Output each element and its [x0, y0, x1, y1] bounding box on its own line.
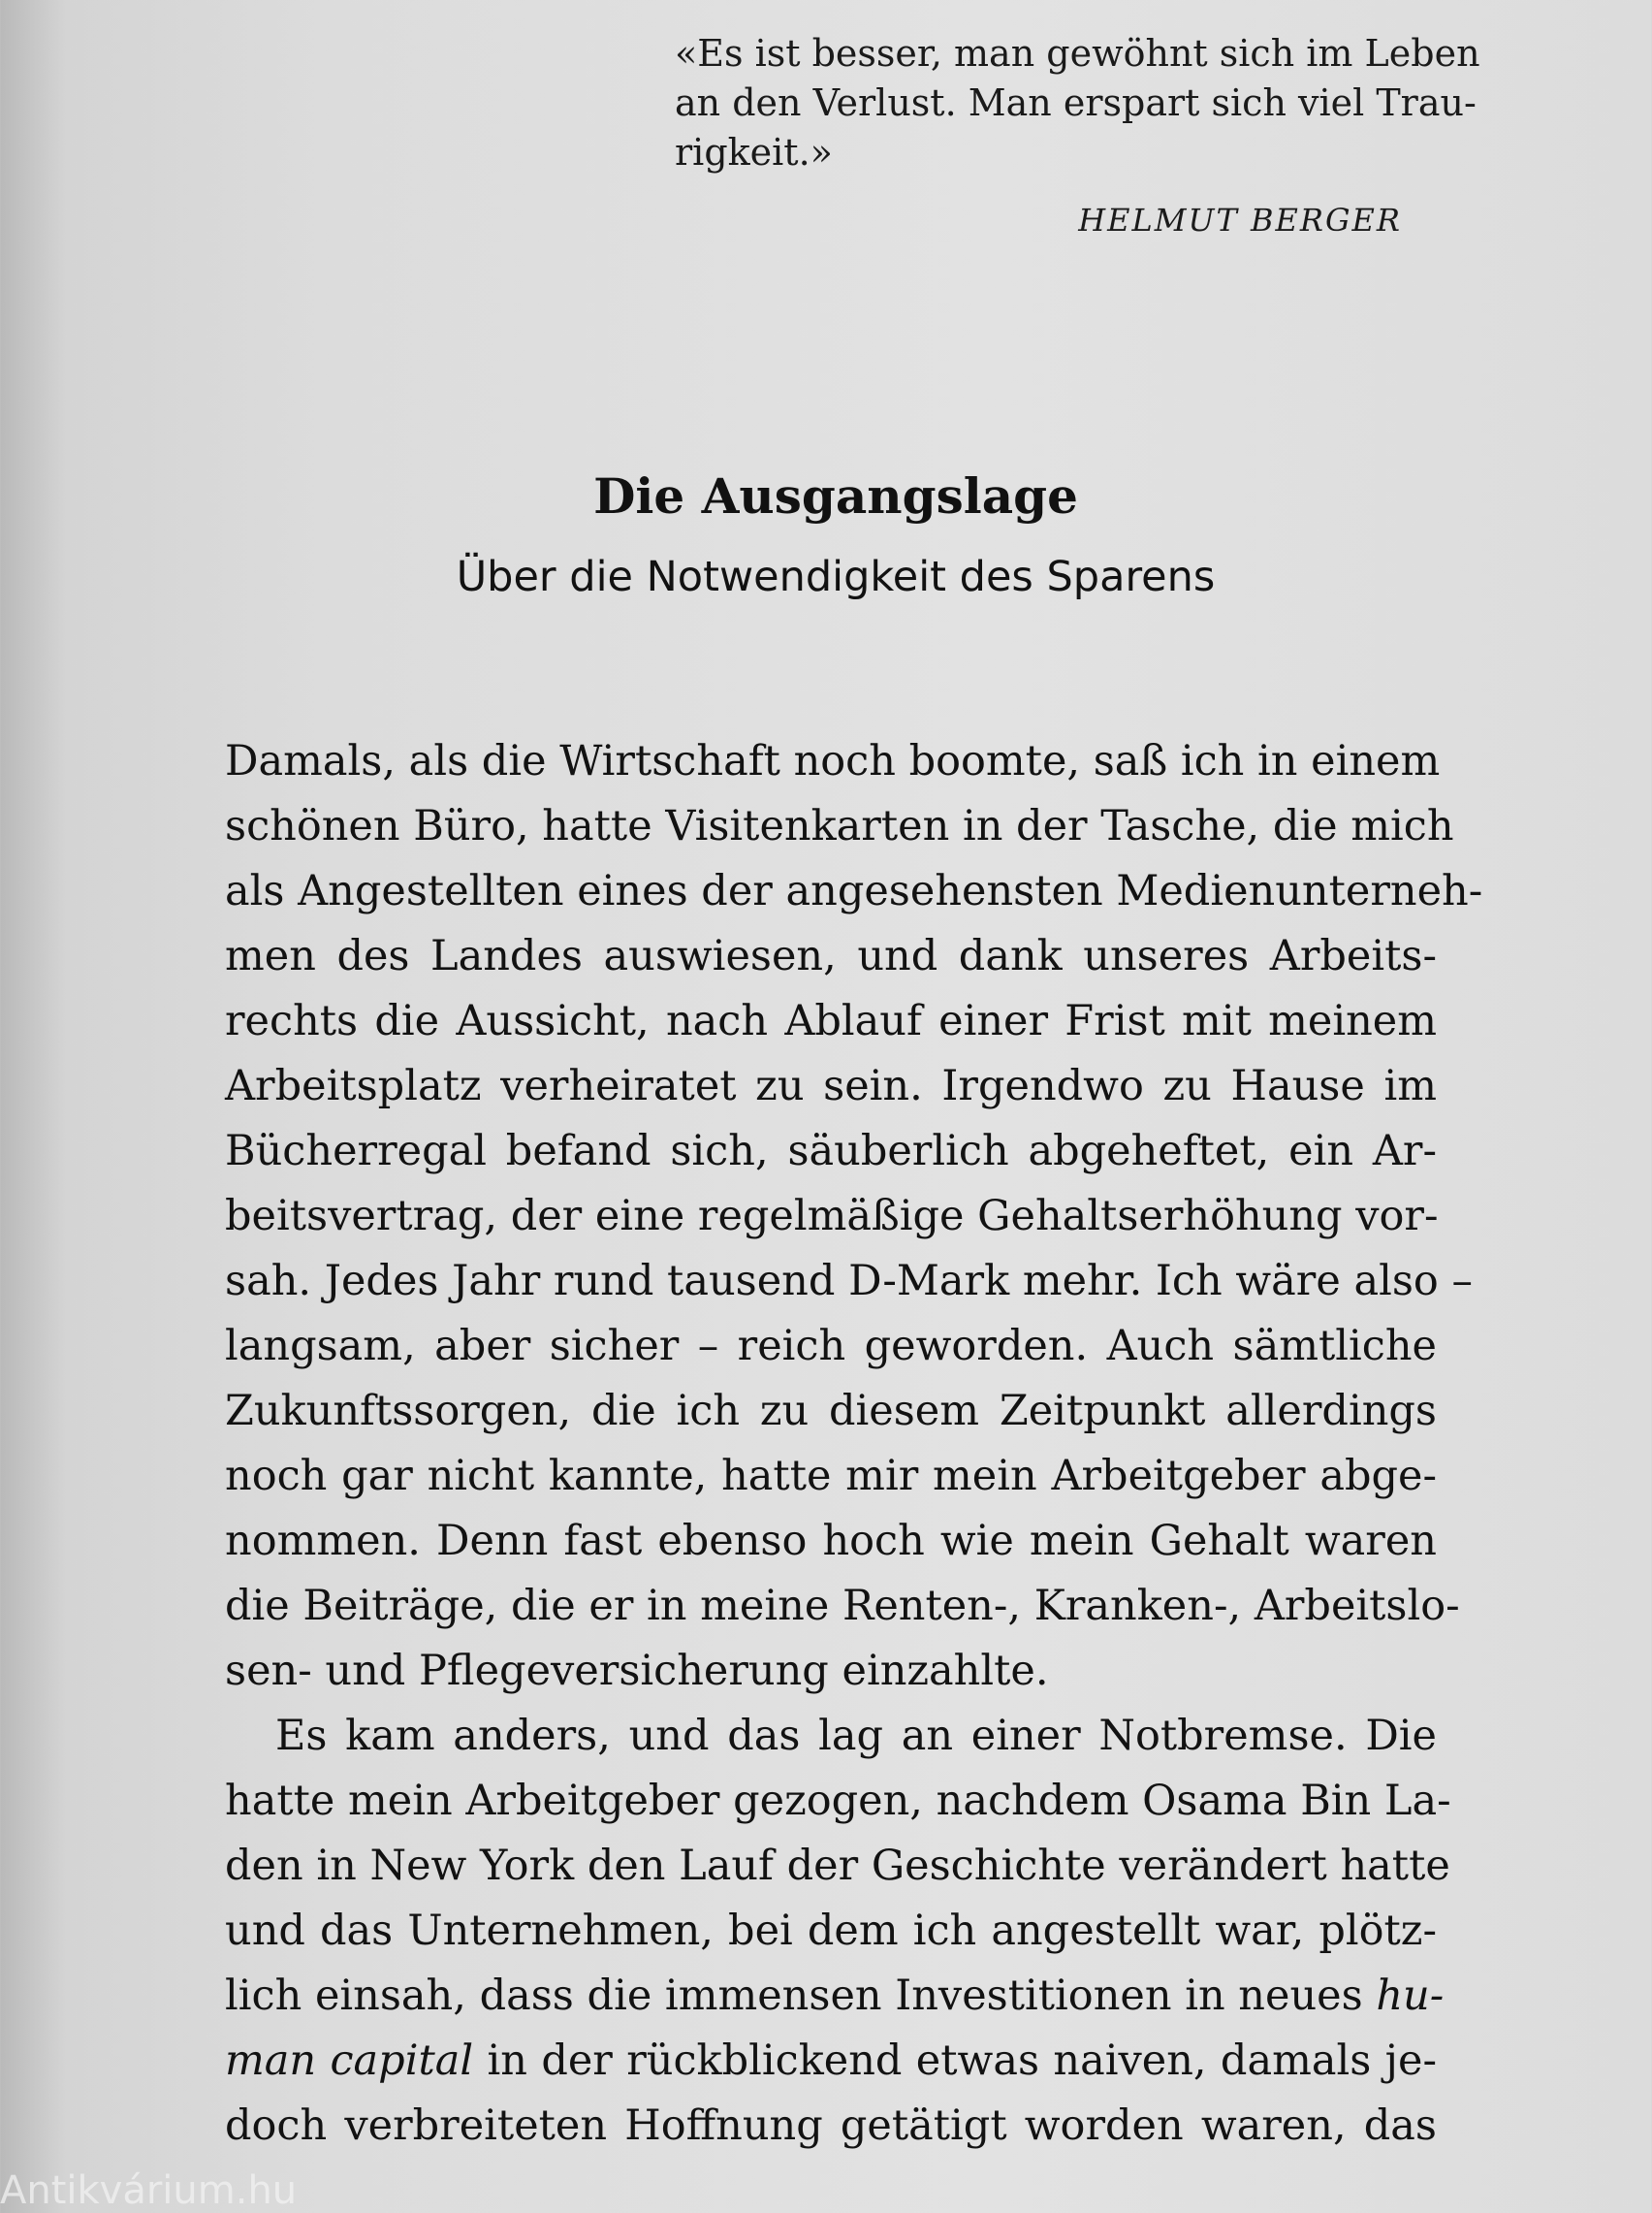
- text-segment: in der rückblickend etwas naiven, damals je-: [487, 2037, 1437, 2085]
- chapter-title: Die Ausgangslage: [593, 467, 1078, 525]
- text-line-mixed: [225, 2029, 1437, 2094]
- body-text: [225, 729, 1483, 2159]
- text-line: rechts die Aussicht, nach Ablauf einer Frist mit meinem: [225, 997, 1437, 1045]
- text-line: doch verbreiteten Hoffnung getätigt worden waren, das: [225, 2101, 1437, 2150]
- text-line: Arbeitsplatz verheiratet zu sein. Irgendwo zu Hause im: [225, 1062, 1437, 1110]
- italic-term: hu-: [1376, 1972, 1445, 2020]
- text-line: den in New York den Lauf der Geschichte verändert hatte: [225, 1842, 1450, 1890]
- text-line: die Beiträge, die er in meine Renten-, Kranken-, Arbeitslo-: [225, 1582, 1460, 1630]
- text-line: Damals, als die Wirtschaft noch boomte, saß ich in einem: [225, 737, 1441, 786]
- epigraph-quote: [675, 29, 1480, 177]
- chapter-subtitle: Über die Notwendigkeit des Sparens: [456, 553, 1216, 601]
- text-line: langsam, aber sicher – reich geworden. Auch sämtliche: [225, 1322, 1437, 1370]
- text-line: men des Landes auswiesen, und dank unseres Arbeits-: [225, 932, 1437, 980]
- epigraph-author: HELMUT BERGER: [1078, 202, 1402, 239]
- text-line: beitsvertrag, der eine regelmäßige Gehaltserhöhung vor-: [225, 1192, 1439, 1240]
- text-line: hatte mein Arbeitgeber gezogen, nachdem Osama Bin La-: [225, 1777, 1451, 1825]
- text-line: Bücherregal befand sich, säuberlich abgeheftet, ein Ar-: [225, 1127, 1437, 1175]
- text-line: nommen. Denn fast ebenso hoch wie mein Gehalt waren: [225, 1517, 1437, 1565]
- watermark: Antikvárium.hu: [0, 2168, 298, 2213]
- text-line: sen- und Pflegeversicherung einzahlte.: [225, 1647, 1049, 1695]
- text-line: als Angestellten eines der angesehensten Medienunterneh-: [225, 867, 1483, 915]
- text-line: sah. Jedes Jahr rund tausend D-Mark mehr. Ich wäre also –: [225, 1257, 1473, 1305]
- text-segment: lich einsah, dass die immensen Investitionen in neues: [225, 1972, 1377, 2020]
- epigraph-line: an den Verlust. Man erspart sich viel Trau-: [675, 81, 1477, 124]
- text-line: noch gar nicht kannte, hatte mir mein Arbeitgeber abge-: [225, 1452, 1437, 1500]
- epigraph-line: rigkeit.»: [675, 131, 833, 174]
- epigraph-line: «Es ist besser, man gewöhnt sich im Leben: [675, 32, 1480, 75]
- italic-term: man capital: [225, 2037, 474, 2085]
- text-line-mixed: [225, 1964, 1445, 2029]
- text-line: schönen Büro, hatte Visitenkarten in der Tasche, die mich: [225, 802, 1454, 850]
- text-line: und das Unternehmen, bei dem ich angestellt war, plötz-: [225, 1907, 1437, 1955]
- text-line: Es kam anders, und das lag an einer Notbremse. Die: [275, 1712, 1437, 1760]
- text-line: Zukunftssorgen, die ich zu diesem Zeitpunkt allerdings: [225, 1387, 1437, 1435]
